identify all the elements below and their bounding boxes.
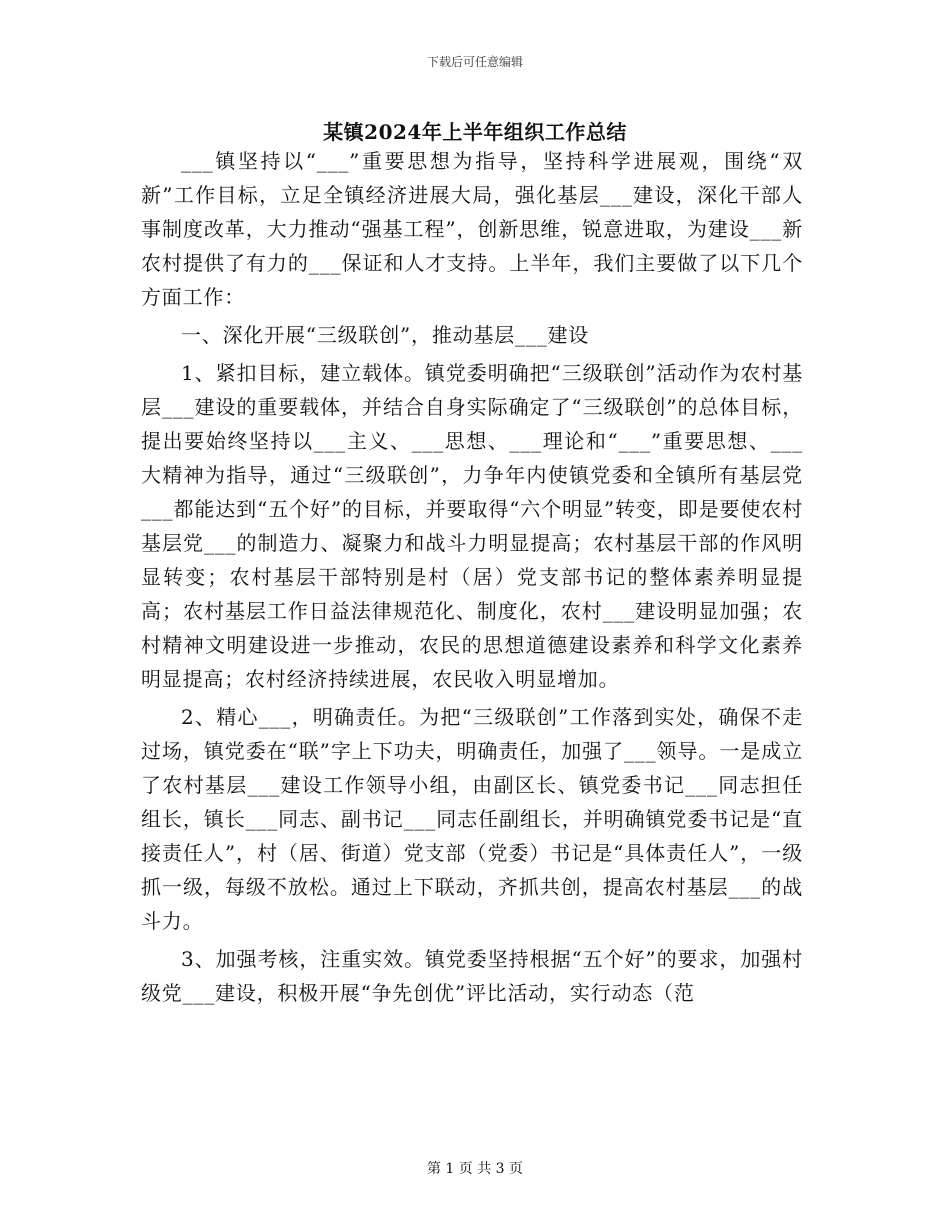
body-paragraph: 1、紧扣目标，建立载体。镇党委明确把“三级联创”活动作为农村基层___建设的重要载体，并结合自身实际确定了“三级联创”的总体目标，提出要始终坚持以___主义、___思想、___理论和“___”重要思想、___大精神为指导，通过“三级联创”，力争年内使镇党委和全镇所有基层党___都能达到“五个好”的目标，并要取得“六个明显”转变，即是要使农村基层党___的制造力、凝聚力和战斗力明显提高；农村基层干部的作风明显转变；农村基层干部特别是村（居）党支部书记的整体素养明显提高；农村基层工作日益法律规范化、制度化，农村___建设明显加强；农村精神文明建设进一步推动，农民的思想道德建设素养和科学文化素养明显提高；农村经济持续进展，农民收入明显增加。	[141, 361, 803, 691]
body-paragraph: 3、加强考核，注重实效。镇党委坚持根据“五个好”的要求，加强村级党___建设，积极开展“争先创优”评比活动，实行动态（范	[141, 947, 803, 1005]
intro-paragraph: ___镇坚持以“___”重要思想为指导，坚持科学进展观，围绕“双新”工作目标，立足全镇经济进展大局，强化基层___建设，深化干部人事制度改革，大力推动“强基工程”，创新思维，锐意进取，为建设___新农村提供了有力的___保证和人才支持。上半年，我们主要做了以下几个方面工作：	[141, 149, 803, 309]
section-heading: 一、深化开展“三级联创”，推动基层___建设	[181, 323, 590, 347]
document-title: 某镇2024年上半年组织工作总结	[323, 120, 627, 144]
page-number: 第 1 页 共 3 页	[426, 1161, 524, 1177]
body-paragraph: 2、精心___，明确责任。为把“三级联创”工作落到实处，确保不走过场，镇党委在“联”字上下功夫，明确责任，加强了___领导。一是成立了农村基层___建设工作领导小组，由副区长、镇党委书记___同志担任组长，镇长___同志、副书记___同志任副组长，并明确镇党委书记是“直接责任人”，村（居、街道）党支部（党委）书记是“具体责任人”，一级抓一级，每级不放松。通过上下联动，齐抓共创，提高农村基层___的战斗力。	[141, 705, 803, 933]
header-note: 下载后可任意编辑	[426, 55, 523, 69]
document-body	[141, 144, 803, 1014]
